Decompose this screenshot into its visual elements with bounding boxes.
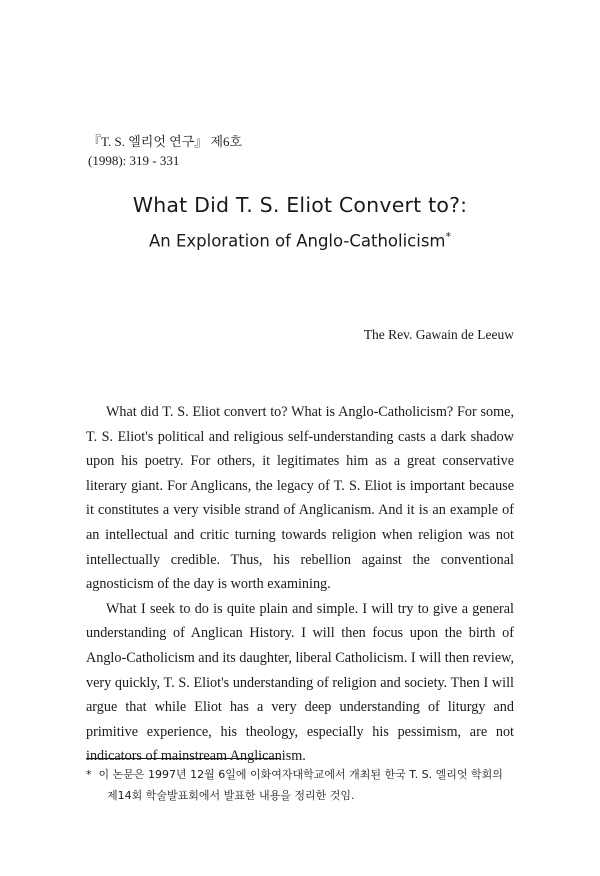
paper-title: What Did T. S. Eliot Convert to?:	[132, 193, 468, 217]
footnote-line-1	[86, 764, 526, 785]
paragraph-2: What I seek to do is quite plain and simple. I will try to give a general understanding of Anglican History. I will then focus upon the birth of Anglo-Catholicism and its daughter, liberal Catholicism. I will then review, very quickly, T. S. Eliot's understanding of religion and society. Then I will argue that while Eliot has a very deep understanding of liturgy and primitive experience, his theology, especially his pessimism, are not indicators of mainstream Anglicanism.	[86, 600, 514, 765]
paper-subtitle	[0, 230, 600, 251]
footnote-text-1: 이 논문은 1997년 12월 6일에 이화여자대학교에서 개최된 한국 T. S. 엘리엇 학회의	[98, 768, 503, 781]
footnote-mark: *	[86, 768, 92, 781]
author-name: The Rev. Gawain de Leeuw	[363, 327, 514, 342]
page-range: (1998): 319 - 331	[88, 153, 180, 168]
footnote-line-2: 제14회 학술발표회에서 발표한 내용을 정리한 것임.	[107, 789, 355, 802]
body-text	[86, 400, 514, 769]
paragraph-1: What did T. S. Eliot convert to? What is Anglo-Catholicism? For some, T. S. Eliot's political and religious self-understanding casts a dark shadow upon his poetry. For others, it legitimates him as a great conservative literary giant. For Anglicans, the legacy of T. S. Eliot is important because it constitutes a very visible strand of Anglicanism. And it is an example of an intellectual and critic turning towards religion when religion was not intellectually credible. Thus, his rebellion against the conventional agnosticism of the day is worth examining.	[86, 404, 514, 593]
footnote-divider	[86, 758, 280, 759]
journal-header	[88, 132, 242, 170]
subtitle-text: An Exploration of Anglo-Catholicism	[148, 231, 446, 251]
journal-citation: 『T. S. 엘리엇 연구』 제6호	[88, 134, 243, 149]
footnote-marker: *	[445, 230, 452, 243]
footnote	[86, 764, 526, 806]
